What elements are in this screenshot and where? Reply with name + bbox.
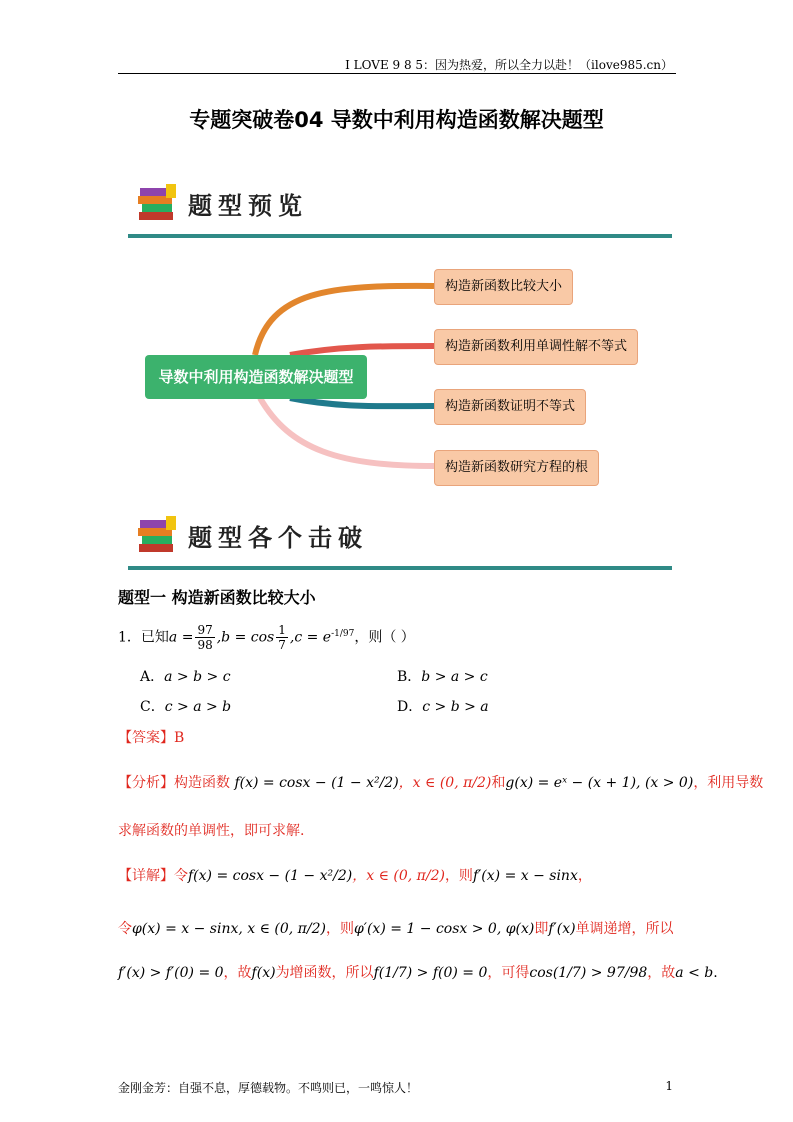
text: ，故 <box>223 965 252 981</box>
text: 和 <box>491 775 506 791</box>
option-label: C． <box>140 699 165 715</box>
text: ，可得 <box>487 965 530 981</box>
option-label: B． <box>397 669 422 685</box>
formula: f′(x) > f′(0) = 0 <box>118 965 224 981</box>
formula: f′(x) = x − sinx <box>472 868 578 884</box>
mindmap-node: 构造新函数比较大小 <box>434 269 573 305</box>
header-rule <box>118 73 676 74</box>
option-a[interactable] <box>140 666 231 686</box>
formula: f(x) = cosx − (1 − x²/2) <box>188 868 353 884</box>
formula: f(1/7) > f(0) = 0 <box>373 965 488 981</box>
books-icon <box>136 182 178 222</box>
question-type-heading: 题型一 构造新函数比较大小 <box>118 588 316 607</box>
section-label: 题型各个击破 <box>188 523 368 552</box>
formula: φ(x) = x − sinx, x ∈ (0, π/2) <box>132 921 326 937</box>
mindmap-connectors <box>0 250 793 510</box>
option-b[interactable] <box>397 666 488 686</box>
math-b: ,b = cos <box>216 629 275 646</box>
analysis-tag: 【分析】 <box>118 775 174 791</box>
math-c: ,c = e <box>289 629 332 646</box>
formula: g(x) = eˣ − (x + 1), (x > 0) <box>505 775 694 791</box>
page-header: I LOVE 9 8 5：因为热爱，所以全力以赴！（ilove985.cn） <box>345 58 673 72</box>
question-stem <box>118 623 415 652</box>
footer-motto: 金刚金芳：自强不息，厚德载物。不鸣则已，一鸣惊人！ <box>118 1081 419 1095</box>
fraction-b <box>276 623 288 652</box>
detail-tag: 【详解】 <box>118 868 174 884</box>
text: ，则 <box>325 921 354 937</box>
detail-line-1 <box>118 865 592 885</box>
document-title: 专题突破卷04 导数中利用构造函数解决题型 <box>189 108 604 132</box>
option-text: a > b > c <box>164 669 231 685</box>
frac-num: 1 <box>278 623 286 637</box>
text: 令 <box>118 921 132 937</box>
frac-den: 7 <box>278 638 286 652</box>
books-icon <box>136 514 178 554</box>
text: ，故 <box>647 965 676 981</box>
formula: f(x) = cosx − (1 − x²/2) <box>234 775 399 791</box>
formula: a < b <box>675 965 714 981</box>
fraction-a <box>195 623 214 652</box>
formula: ，x ∈ (0, π/2) <box>352 868 445 884</box>
formula: ，x ∈ (0, π/2) <box>398 775 492 791</box>
option-text: c > b > a <box>422 699 489 715</box>
option-text: b > a > c <box>421 669 488 685</box>
analysis-line-1 <box>118 772 763 792</box>
option-label: A． <box>140 669 165 685</box>
frac-den: 98 <box>197 638 213 652</box>
question-tail: ，则（ ） <box>354 629 415 646</box>
answer-value: B <box>174 730 185 746</box>
detail-line-2 <box>118 918 674 938</box>
text: 令 <box>174 868 188 884</box>
formula: f(x) <box>251 965 276 981</box>
frac-num: 97 <box>197 623 213 637</box>
text: ，利用导数 <box>693 775 764 791</box>
text: 单调递增，所以 <box>575 921 674 937</box>
section-label: 题型预览 <box>188 191 308 220</box>
formula: f′(x) <box>548 921 576 937</box>
text: ， <box>577 868 592 884</box>
option-c[interactable] <box>140 696 231 716</box>
section-rule <box>128 234 672 238</box>
section-heading-breakdown <box>128 510 672 570</box>
mindmap-node: 构造新函数研究方程的根 <box>434 450 599 486</box>
mindmap-node: 构造新函数利用单调性解不等式 <box>434 329 638 365</box>
option-label: D． <box>397 699 423 715</box>
option-d[interactable] <box>397 696 489 716</box>
analysis-line-2: 求解函数的单调性，即可求解. <box>118 823 305 839</box>
section-rule <box>128 566 672 570</box>
exponent: -1/97 <box>331 628 355 639</box>
detail-line-3 <box>118 962 718 982</box>
formula: φ′(x) = 1 − cosx > 0, φ(x) <box>353 921 535 937</box>
text: 为增函数，所以 <box>275 965 374 981</box>
section-heading-preview <box>128 178 672 238</box>
mindmap-node: 构造新函数证明不等式 <box>434 389 586 425</box>
question-number: 1．已知 <box>118 629 169 646</box>
text: ，则 <box>444 868 473 884</box>
math-a: a = <box>168 629 194 646</box>
answer-line <box>118 727 184 747</box>
answer-tag: 【答案】 <box>118 730 174 746</box>
text: 构造函数 <box>174 775 230 791</box>
mindmap-root: 导数中利用构造函数解决题型 <box>145 355 367 399</box>
option-text: c > a > b <box>164 699 232 715</box>
text: 即 <box>534 921 549 937</box>
page-number: 1 <box>665 1079 673 1093</box>
formula: cos(1/7) > 97/98 <box>529 965 648 981</box>
text: . <box>713 965 718 981</box>
